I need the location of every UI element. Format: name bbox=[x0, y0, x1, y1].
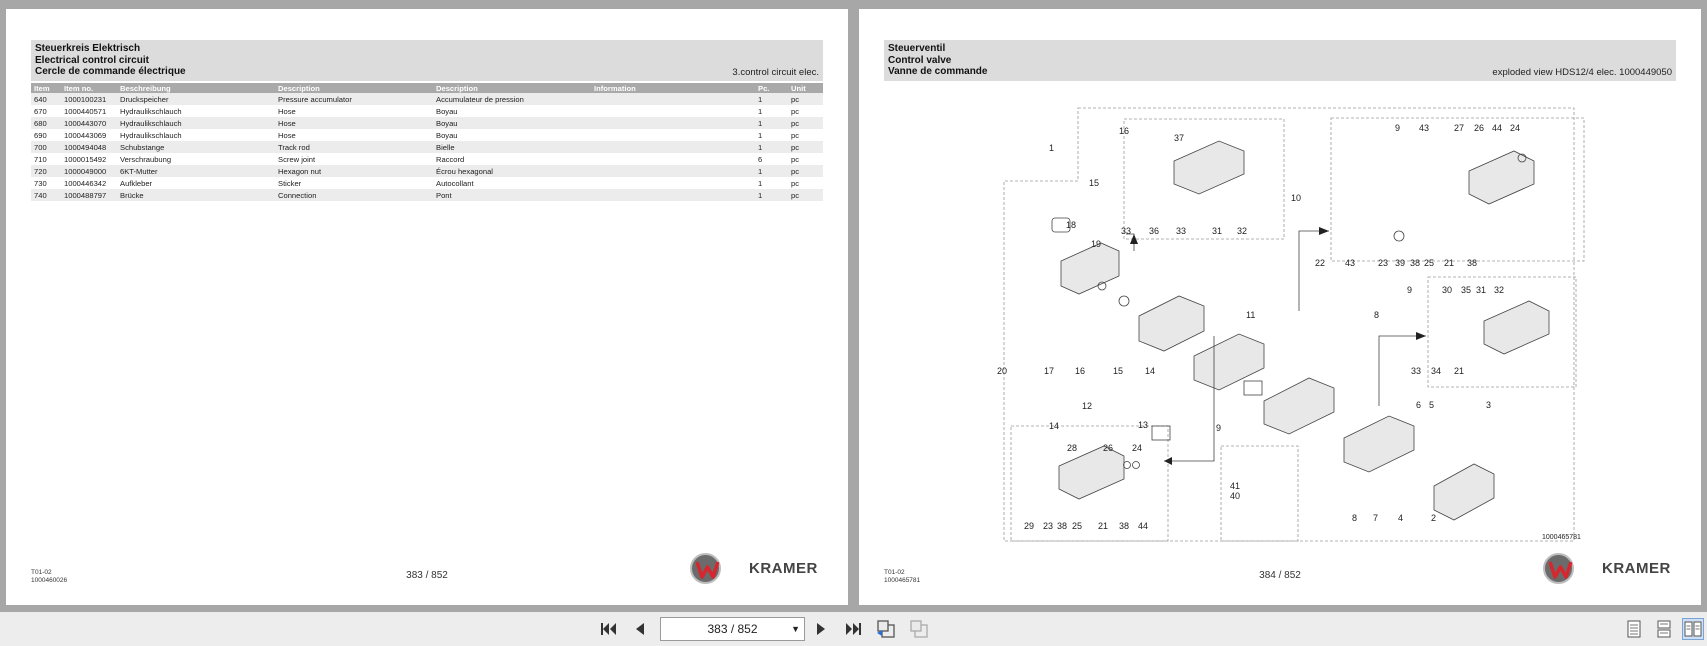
callout-number: 37 bbox=[1174, 133, 1185, 143]
page-number: 384 / 852 bbox=[1259, 570, 1301, 581]
table-row bbox=[31, 105, 823, 117]
footer-doc-number: 1000465781 bbox=[884, 577, 921, 584]
callout-number: 38 bbox=[1410, 258, 1421, 268]
col-information: Information bbox=[591, 83, 755, 93]
col-item-no: Item no. bbox=[61, 83, 117, 93]
page-number: 383 / 852 bbox=[406, 570, 448, 581]
callout-number: 9 bbox=[1395, 123, 1401, 133]
cell: Hydraulikschlauch bbox=[117, 117, 275, 129]
cell: 1000100231 bbox=[61, 93, 117, 105]
last-page-button[interactable] bbox=[842, 618, 864, 640]
callout-number: 9 bbox=[1407, 285, 1413, 295]
cell: 6 bbox=[755, 153, 788, 165]
callout-number: 23 bbox=[1378, 258, 1389, 268]
cell: 1000446342 bbox=[61, 177, 117, 189]
header-line-fr: Cercle de commande électrique bbox=[35, 66, 186, 77]
viewer-toolbar bbox=[0, 612, 1707, 646]
section-header bbox=[884, 40, 1676, 81]
valve-section-shape bbox=[1264, 378, 1334, 434]
parts-table-body bbox=[31, 93, 823, 201]
drawing-id: 1000465781 bbox=[1542, 534, 1581, 541]
cell: 1 bbox=[755, 165, 788, 177]
connector-shape bbox=[1152, 426, 1170, 440]
cell: 1 bbox=[755, 105, 788, 117]
section-subtitle: exploded view HDS12/4 elec. 1000449050 bbox=[1492, 67, 1672, 78]
detail-valve-10 bbox=[1469, 151, 1534, 204]
callout-number: 43 bbox=[1345, 258, 1356, 268]
first-page-icon bbox=[600, 621, 618, 637]
next-page-button[interactable] bbox=[810, 618, 832, 640]
two-page-icon bbox=[1684, 620, 1702, 638]
cell: Track rod bbox=[275, 141, 433, 153]
col-pc: Pc. bbox=[755, 83, 788, 93]
callout-number: 21 bbox=[1098, 521, 1109, 531]
cell: pc bbox=[788, 189, 823, 201]
cell: 6KT-Mutter bbox=[117, 165, 275, 177]
callout-number: 20 bbox=[997, 366, 1008, 376]
cell: pc bbox=[788, 165, 823, 177]
go-forward-button[interactable] bbox=[908, 618, 930, 640]
callout-number: 9 bbox=[1216, 423, 1222, 433]
callout-number: 34 bbox=[1431, 366, 1442, 376]
callout-number: 2 bbox=[1431, 513, 1437, 523]
cell bbox=[591, 105, 755, 117]
callout-number: 25 bbox=[1072, 521, 1083, 531]
callout-number: 3 bbox=[1486, 400, 1492, 410]
cell: 740 bbox=[31, 189, 61, 201]
next-page-icon bbox=[814, 621, 828, 637]
cell: Pressure accumulator bbox=[275, 93, 433, 105]
cell bbox=[591, 117, 755, 129]
kramer-emblem-icon bbox=[690, 553, 721, 584]
connector-shape bbox=[1244, 381, 1262, 395]
table-header-row bbox=[31, 83, 823, 93]
table-row bbox=[31, 117, 823, 129]
valve-inlet-shape bbox=[1434, 464, 1494, 520]
go-back-icon bbox=[875, 619, 897, 639]
table-row bbox=[31, 189, 823, 201]
cell: 1 bbox=[755, 141, 788, 153]
callout-number: 8 bbox=[1352, 513, 1358, 523]
callout-number: 36 bbox=[1149, 226, 1160, 236]
callout-number: 27 bbox=[1454, 123, 1465, 133]
cell: 640 bbox=[31, 93, 61, 105]
table-row bbox=[31, 165, 823, 177]
footer-doc-number: 1000460026 bbox=[31, 577, 68, 584]
callout-number: 41 bbox=[1230, 481, 1241, 491]
cell: Sticker bbox=[275, 177, 433, 189]
table-row bbox=[31, 93, 823, 105]
cell: 720 bbox=[31, 165, 61, 177]
cell: Hydraulikschlauch bbox=[117, 129, 275, 141]
arrow-head bbox=[1319, 227, 1329, 235]
header-line-fr: Vanne de commande bbox=[888, 66, 988, 77]
col-description-fr: Description bbox=[433, 83, 591, 93]
detail-valve-12 bbox=[1059, 446, 1124, 499]
callout-number: 43 bbox=[1419, 123, 1430, 133]
brand-wordmark: KRAMER bbox=[749, 560, 818, 577]
cell: Accumulateur de pression bbox=[433, 93, 591, 105]
footer-code: T01-02 bbox=[31, 569, 52, 576]
valve-end-cap-shape bbox=[1061, 243, 1119, 294]
cell: pc bbox=[788, 177, 823, 189]
table-row bbox=[31, 129, 823, 141]
cell: pc bbox=[788, 105, 823, 117]
valve-section-shape bbox=[1194, 334, 1264, 390]
page-number-value: 383 / 852 bbox=[707, 622, 758, 636]
cell bbox=[591, 129, 755, 141]
cell: Hose bbox=[275, 117, 433, 129]
cell: 1000443070 bbox=[61, 117, 117, 129]
callout-number: 1 bbox=[1049, 143, 1055, 153]
callout-number: 35 bbox=[1461, 285, 1472, 295]
callout-number: 5 bbox=[1429, 400, 1435, 410]
header-line-de: Steuerkreis Elektrisch bbox=[35, 43, 141, 54]
callout-number: 19 bbox=[1091, 239, 1102, 249]
callout-number: 8 bbox=[1374, 310, 1380, 320]
table-row bbox=[31, 153, 823, 165]
cell: 1000049000 bbox=[61, 165, 117, 177]
previous-page-button[interactable] bbox=[629, 618, 651, 640]
cell: 710 bbox=[31, 153, 61, 165]
header-line-en: Control valve bbox=[888, 54, 952, 66]
callout-number: 33 bbox=[1411, 366, 1422, 376]
single-page-view-button[interactable] bbox=[1623, 618, 1645, 640]
cell: 1000015492 bbox=[61, 153, 117, 165]
callout-number: 22 bbox=[1315, 258, 1326, 268]
cell: Pont bbox=[433, 189, 591, 201]
callout-number: 38 bbox=[1119, 521, 1130, 531]
callout-number: 12 bbox=[1082, 401, 1093, 411]
cell: 730 bbox=[31, 177, 61, 189]
go-forward-icon bbox=[908, 619, 930, 639]
cell: 1000488797 bbox=[61, 189, 117, 201]
chevron-down-icon[interactable]: ▼ bbox=[791, 624, 800, 634]
arrow-head bbox=[1416, 332, 1426, 340]
callout-number: 26 bbox=[1474, 123, 1485, 133]
callout-number: 7 bbox=[1373, 513, 1379, 523]
continuous-page-icon bbox=[1656, 620, 1672, 638]
valve-section-shape bbox=[1344, 416, 1414, 472]
seal-ring bbox=[1133, 462, 1140, 469]
last-page-icon bbox=[844, 621, 862, 637]
previous-page-icon bbox=[633, 621, 647, 637]
cell: 1000494048 bbox=[61, 141, 117, 153]
cell: 670 bbox=[31, 105, 61, 117]
callout-number: 21 bbox=[1444, 258, 1455, 268]
first-page-button[interactable] bbox=[598, 618, 620, 640]
kramer-emblem-icon bbox=[1543, 553, 1574, 584]
two-page-view-button[interactable] bbox=[1682, 618, 1704, 640]
seal-ring bbox=[1394, 231, 1404, 241]
cell bbox=[591, 177, 755, 189]
cell: Bielle bbox=[433, 141, 591, 153]
callout-number: 21 bbox=[1454, 366, 1465, 376]
cell: Druckspeicher bbox=[117, 93, 275, 105]
cell: 1 bbox=[755, 177, 788, 189]
valve-section-shape bbox=[1139, 296, 1204, 351]
col-beschreibung: Beschreibung bbox=[117, 83, 275, 93]
detail-valve-15 bbox=[1174, 141, 1244, 194]
cell bbox=[591, 153, 755, 165]
go-back-button[interactable] bbox=[875, 618, 897, 640]
callout-number: 24 bbox=[1510, 123, 1521, 133]
detail-valve-8 bbox=[1484, 301, 1549, 354]
seal-ring bbox=[1119, 296, 1129, 306]
cell: 1 bbox=[755, 117, 788, 129]
callout-number: 39 bbox=[1395, 258, 1406, 268]
callout-number: 17 bbox=[1044, 366, 1055, 376]
callout-number: 16 bbox=[1119, 126, 1130, 136]
cell bbox=[591, 141, 755, 153]
callout-number: 10 bbox=[1291, 193, 1302, 203]
cell bbox=[591, 93, 755, 105]
page-number-field[interactable] bbox=[660, 617, 805, 641]
callout-number: 4 bbox=[1398, 513, 1404, 523]
cell: Connection bbox=[275, 189, 433, 201]
cell: 1 bbox=[755, 93, 788, 105]
right-page bbox=[859, 9, 1701, 605]
cell: pc bbox=[788, 93, 823, 105]
cell: Boyau bbox=[433, 117, 591, 129]
cell: Écrou hexagonal bbox=[433, 165, 591, 177]
left-page bbox=[6, 9, 848, 605]
callout-number: 31 bbox=[1476, 285, 1487, 295]
callout-number: 23 bbox=[1043, 521, 1054, 531]
cell: Boyau bbox=[433, 129, 591, 141]
cell: Hose bbox=[275, 105, 433, 117]
callout-number: 16 bbox=[1075, 366, 1086, 376]
single-page-icon bbox=[1626, 620, 1642, 638]
brand-wordmark: KRAMER bbox=[1602, 560, 1671, 577]
seal-ring bbox=[1124, 462, 1131, 469]
cell bbox=[591, 165, 755, 177]
table-row bbox=[31, 141, 823, 153]
callout-number: 33 bbox=[1176, 226, 1187, 236]
header-line-de: Steuerventil bbox=[888, 43, 946, 54]
callout-number: 6 bbox=[1416, 400, 1422, 410]
cell: pc bbox=[788, 141, 823, 153]
callout-number: 31 bbox=[1212, 226, 1223, 236]
callout-number: 28 bbox=[1067, 443, 1078, 453]
callout-number: 30 bbox=[1442, 285, 1453, 295]
col-item: Item bbox=[31, 83, 61, 93]
detail-box-10 bbox=[1331, 118, 1584, 261]
cell: 1 bbox=[755, 189, 788, 201]
callout-number: 38 bbox=[1057, 521, 1068, 531]
cell: 1000443069 bbox=[61, 129, 117, 141]
cell: pc bbox=[788, 129, 823, 141]
callout-number: 44 bbox=[1138, 521, 1149, 531]
cell: Autocollant bbox=[433, 177, 591, 189]
callout-number: 40 bbox=[1230, 491, 1241, 501]
footer-code: T01-02 bbox=[884, 569, 905, 576]
parts-table bbox=[31, 83, 823, 201]
cell: Hexagon nut bbox=[275, 165, 433, 177]
callout-number: 18 bbox=[1066, 220, 1077, 230]
callout-number: 32 bbox=[1494, 285, 1505, 295]
col-unit: Unit bbox=[788, 83, 823, 93]
cell: pc bbox=[788, 153, 823, 165]
cell: Boyau bbox=[433, 105, 591, 117]
cell: 700 bbox=[31, 141, 61, 153]
header-line-en: Electrical control circuit bbox=[35, 54, 149, 66]
callout-number: 26 bbox=[1103, 443, 1114, 453]
cell: 690 bbox=[31, 129, 61, 141]
exploded-view-drawing bbox=[964, 106, 1589, 551]
kramer-logo bbox=[1543, 550, 1683, 588]
callout-number: 38 bbox=[1467, 258, 1478, 268]
callout-number: 32 bbox=[1237, 226, 1248, 236]
continuous-view-button[interactable] bbox=[1653, 618, 1675, 640]
table-row bbox=[31, 177, 823, 189]
callout-number: 15 bbox=[1089, 178, 1100, 188]
arrow-head bbox=[1164, 457, 1172, 465]
col-description-en: Description bbox=[275, 83, 433, 93]
callout-number: 29 bbox=[1024, 521, 1035, 531]
cell: Aufkleber bbox=[117, 177, 275, 189]
cell: Hydraulikschlauch bbox=[117, 105, 275, 117]
callout-number: 14 bbox=[1145, 366, 1156, 376]
callout-number: 15 bbox=[1113, 366, 1124, 376]
callout-number: 13 bbox=[1138, 420, 1149, 430]
cell: 680 bbox=[31, 117, 61, 129]
cell: Schubstange bbox=[117, 141, 275, 153]
cell: 1 bbox=[755, 129, 788, 141]
cell bbox=[591, 189, 755, 201]
callout-number: 14 bbox=[1049, 421, 1060, 431]
section-header bbox=[31, 40, 823, 81]
cell: Raccord bbox=[433, 153, 591, 165]
cell: Verschraubung bbox=[117, 153, 275, 165]
callout-number: 25 bbox=[1424, 258, 1435, 268]
section-subtitle: 3.control circuit elec. bbox=[732, 67, 819, 78]
cell: Hose bbox=[275, 129, 433, 141]
leader-arrow-line bbox=[1299, 231, 1329, 311]
cell: pc bbox=[788, 117, 823, 129]
kramer-logo bbox=[690, 550, 830, 588]
cell: Screw joint bbox=[275, 153, 433, 165]
cell: Brücke bbox=[117, 189, 275, 201]
callout-number: 33 bbox=[1121, 226, 1132, 236]
callout-number: 11 bbox=[1246, 310, 1256, 320]
callout-number: 24 bbox=[1132, 443, 1143, 453]
callout-number: 44 bbox=[1492, 123, 1503, 133]
cell: 1000440571 bbox=[61, 105, 117, 117]
